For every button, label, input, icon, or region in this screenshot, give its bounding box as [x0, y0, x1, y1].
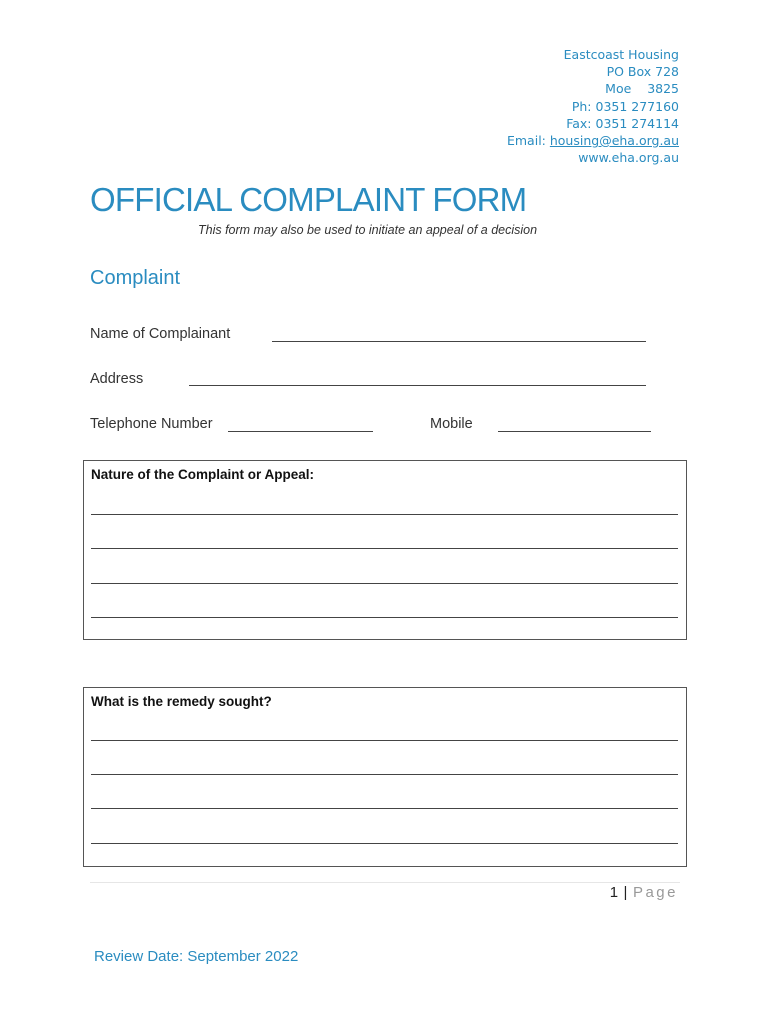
remedy-line-3[interactable] [91, 808, 678, 809]
nature-line-3[interactable] [91, 583, 678, 584]
email-label: Email: [506, 133, 550, 149]
nature-line-4[interactable] [91, 617, 678, 618]
address-label: Address [90, 371, 144, 387]
page-number-value: 1 [609, 884, 621, 901]
remedy-line-4[interactable] [91, 843, 678, 844]
review-date: Review Date: September 2022 [94, 948, 299, 965]
po-box: PO Box 728 [606, 64, 679, 80]
website[interactable]: www.eha.org.au [578, 150, 679, 166]
page-subtitle: This form may also be used to initiate an appeal of a decision [198, 223, 538, 237]
nature-line-2[interactable] [91, 548, 678, 549]
section-heading: Complaint [90, 267, 181, 289]
page-title: OFFICIAL COMPLAINT FORM [90, 181, 527, 218]
page-word: Page [632, 884, 678, 901]
remedy-line-1[interactable] [91, 740, 678, 741]
remedy-line-2[interactable] [91, 774, 678, 775]
fax: Fax: 0351 274114 [566, 115, 679, 131]
town: Moe 3825 [605, 81, 679, 97]
email-link[interactable]: housing@eha.org.au [549, 133, 679, 149]
page-number [610, 884, 678, 901]
nature-line-1[interactable] [91, 514, 678, 515]
mobile-field[interactable] [498, 431, 651, 432]
remedy-box [83, 687, 687, 867]
nature-heading: Nature of the Complaint or Appeal: [91, 467, 315, 482]
remedy-heading: What is the remedy sought? [91, 694, 272, 709]
page-separator: | [623, 884, 630, 901]
phone: Ph: 0351 277160 [571, 98, 679, 114]
email-line [507, 132, 679, 149]
name-label: Name of Complainant [90, 326, 231, 342]
footer-divider [90, 882, 680, 883]
nature-box [83, 460, 687, 640]
org-name: Eastcoast Housing [563, 47, 679, 62]
name-field[interactable] [272, 341, 646, 342]
address-field[interactable] [189, 385, 646, 386]
address-block [507, 46, 679, 166]
mobile-label: Mobile [430, 416, 473, 432]
telephone-label: Telephone Number [90, 416, 213, 432]
telephone-field[interactable] [228, 431, 373, 432]
